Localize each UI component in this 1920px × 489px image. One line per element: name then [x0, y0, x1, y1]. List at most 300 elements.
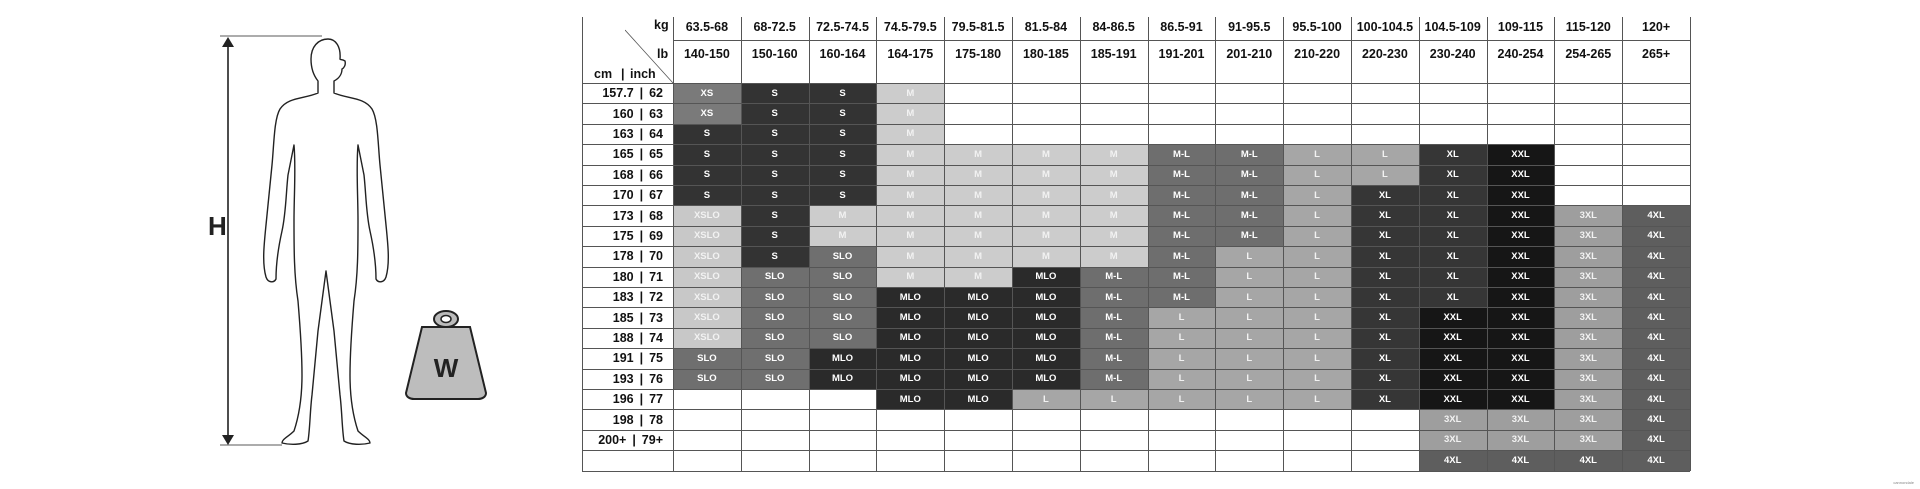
size-cell: MLO — [944, 287, 1012, 307]
grid-line — [673, 40, 1690, 41]
size-cell: M-L — [1215, 226, 1283, 246]
lb-column-header: 140-150 — [683, 47, 730, 61]
size-cell: XXL — [1419, 369, 1487, 389]
credit-text: cannondale — [1893, 480, 1914, 485]
size-cell: 4XL — [1622, 287, 1690, 307]
size-cell: L — [1148, 307, 1216, 327]
size-cell: M — [1012, 144, 1080, 164]
size-cell: M-L — [1148, 226, 1216, 246]
size-cell: XL — [1351, 267, 1419, 287]
size-cell: 3XL — [1554, 246, 1622, 266]
size-cell: S — [741, 226, 809, 246]
size-cell: S — [809, 83, 877, 103]
size-cell: MLO — [944, 369, 1012, 389]
lb-column-header: 210-220 — [1294, 47, 1341, 61]
grid-line — [582, 287, 1690, 288]
size-cell: M — [944, 165, 1012, 185]
size-cell: M — [1012, 185, 1080, 205]
size-cell: S — [741, 144, 809, 164]
size-cell: S — [809, 144, 877, 164]
size-cell: L — [1283, 328, 1351, 348]
size-cell: MLO — [876, 389, 944, 409]
size-cell: L — [1012, 389, 1080, 409]
size-cell: MLO — [1012, 369, 1080, 389]
grid-line — [1351, 17, 1352, 471]
size-cell: L — [1283, 307, 1351, 327]
size-cell: XL — [1351, 287, 1419, 307]
kg-column-header: 72.5-74.5 — [816, 20, 869, 34]
grid-line — [1283, 17, 1284, 471]
size-cell: XL — [1419, 165, 1487, 185]
lb-unit-label: lb — [657, 47, 669, 61]
size-cell: XL — [1419, 205, 1487, 225]
size-cell: L — [1148, 348, 1216, 368]
size-cell: SLO — [673, 369, 741, 389]
size-cell: L — [1215, 246, 1283, 266]
size-cell: S — [741, 246, 809, 266]
size-cell: SLO — [741, 267, 809, 287]
kg-column-header: 120+ — [1642, 20, 1671, 34]
size-cell: XS — [673, 83, 741, 103]
height-row-label: 191 | 75 — [612, 351, 663, 366]
size-cell: MLO — [944, 307, 1012, 327]
size-cell: L — [1283, 185, 1351, 205]
size-cell: L — [1283, 287, 1351, 307]
size-cell: 4XL — [1622, 450, 1690, 470]
size-cell: M — [944, 246, 1012, 266]
size-cell: XL — [1419, 287, 1487, 307]
grid-line — [582, 246, 1690, 247]
size-cell: M — [944, 267, 1012, 287]
size-cell: SLO — [673, 348, 741, 368]
size-cell: L — [1215, 307, 1283, 327]
inch-unit-label: inch — [630, 67, 656, 81]
size-cell: XXL — [1487, 144, 1555, 164]
size-cell: XXL — [1487, 307, 1555, 327]
lb-column-header: 220-230 — [1361, 47, 1408, 61]
height-row-label: 165 | 65 — [612, 147, 663, 162]
size-cell: L — [1283, 267, 1351, 287]
size-cell: L — [1148, 389, 1216, 409]
size-cell: SLO — [741, 328, 809, 348]
size-cell: XSLO — [673, 246, 741, 266]
size-cell: S — [809, 103, 877, 123]
size-cell: XXL — [1487, 267, 1555, 287]
cm-unit-label: cm — [594, 67, 613, 81]
size-cell: 3XL — [1554, 409, 1622, 429]
size-cell: 4XL — [1622, 205, 1690, 225]
size-cell: XSLO — [673, 267, 741, 287]
grid-line — [741, 17, 742, 471]
height-row-label: 168 | 66 — [612, 167, 663, 182]
header-diagonal-line — [625, 20, 725, 90]
size-cell: SLO — [809, 287, 877, 307]
size-cell: XL — [1351, 246, 1419, 266]
size-cell: L — [1148, 369, 1216, 389]
size-cell: XXL — [1487, 369, 1555, 389]
size-cell: M-L — [1215, 165, 1283, 185]
size-cell: SLO — [741, 348, 809, 368]
size-cell: L — [1283, 165, 1351, 185]
size-cell: SLO — [809, 246, 877, 266]
size-cell: MLO — [1012, 328, 1080, 348]
size-cell: 4XL — [1622, 369, 1690, 389]
size-cell: XL — [1351, 348, 1419, 368]
size-cell: XXL — [1419, 328, 1487, 348]
size-cell: M — [876, 246, 944, 266]
size-cell: 3XL — [1554, 205, 1622, 225]
size-cell: M — [876, 144, 944, 164]
size-cell: MLO — [876, 348, 944, 368]
size-cell: S — [809, 165, 877, 185]
height-row-label: 157.7 | 62 — [602, 86, 663, 101]
grid-line — [944, 17, 945, 471]
size-cell: 3XL — [1554, 348, 1622, 368]
size-cell: M — [1012, 165, 1080, 185]
size-cell: S — [741, 205, 809, 225]
height-row-label: 170 | 67 — [612, 188, 663, 203]
kg-column-header: 86.5-91 — [1160, 20, 1203, 34]
size-cell: L — [1351, 165, 1419, 185]
size-cell: XXL — [1487, 205, 1555, 225]
size-cell: SLO — [809, 307, 877, 327]
size-cell: M-L — [1080, 348, 1148, 368]
size-cell: L — [1283, 389, 1351, 409]
size-cell: XXL — [1487, 165, 1555, 185]
lb-column-header: 150-160 — [751, 47, 798, 61]
grid-line — [582, 83, 1690, 84]
size-cell: M — [944, 205, 1012, 225]
size-cell: L — [1283, 226, 1351, 246]
size-cell: S — [809, 185, 877, 205]
size-cell: 3XL — [1487, 409, 1555, 429]
size-cell: L — [1283, 246, 1351, 266]
size-cell: M — [876, 267, 944, 287]
size-cell: M — [1080, 165, 1148, 185]
size-cell: M — [1012, 246, 1080, 266]
grid-line — [809, 17, 810, 471]
lb-column-header: 230-240 — [1429, 47, 1476, 61]
size-cell: 3XL — [1554, 369, 1622, 389]
size-cell: 4XL — [1622, 226, 1690, 246]
size-cell: 3XL — [1554, 307, 1622, 327]
size-cell: M-L — [1080, 369, 1148, 389]
size-cell: XXL — [1487, 328, 1555, 348]
size-cell: M — [1012, 205, 1080, 225]
size-cell: XSLO — [673, 287, 741, 307]
size-cell: S — [673, 124, 741, 144]
size-cell: XXL — [1487, 246, 1555, 266]
size-cell: S — [741, 83, 809, 103]
size-cell: XXL — [1419, 348, 1487, 368]
size-cell: M — [1080, 226, 1148, 246]
kg-column-header: 74.5-79.5 — [883, 20, 937, 34]
size-cell: XL — [1351, 307, 1419, 327]
grid-line — [582, 430, 1690, 431]
lb-column-header: 185-191 — [1090, 47, 1137, 61]
size-cell: XXL — [1419, 389, 1487, 409]
size-cell: MLO — [876, 369, 944, 389]
size-cell: L — [1148, 328, 1216, 348]
height-row-label: 193 | 76 — [612, 371, 663, 386]
height-row-label: 173 | 68 — [612, 208, 663, 223]
size-cell: M-L — [1080, 307, 1148, 327]
size-cell: L — [1283, 369, 1351, 389]
separator-label: | — [621, 67, 625, 81]
height-row-label: 185 | 73 — [612, 310, 663, 325]
size-cell: SLO — [809, 328, 877, 348]
size-cell: XS — [673, 103, 741, 123]
size-cell: L — [1215, 389, 1283, 409]
kg-unit-label: kg — [654, 18, 669, 32]
size-cell: MLO — [1012, 348, 1080, 368]
size-cell: 4XL — [1622, 246, 1690, 266]
grid-line — [1148, 17, 1149, 471]
grid-line — [1622, 17, 1623, 471]
size-cell: XL — [1419, 144, 1487, 164]
size-cell: MLO — [944, 389, 1012, 409]
height-row-label: 160 | 63 — [612, 106, 663, 121]
size-cell: L — [1215, 348, 1283, 368]
size-cell: 3XL — [1554, 226, 1622, 246]
size-cell: M — [876, 124, 944, 144]
size-cell: 3XL — [1554, 287, 1622, 307]
size-cell: MLO — [876, 307, 944, 327]
size-cell: XSLO — [673, 307, 741, 327]
kg-column-header: 115-120 — [1565, 20, 1611, 34]
height-row-label: 196 | 77 — [612, 392, 663, 407]
size-cell: L — [1283, 205, 1351, 225]
size-cell: XL — [1351, 369, 1419, 389]
size-cell: XL — [1351, 185, 1419, 205]
size-cell: S — [673, 144, 741, 164]
grid-line — [1012, 17, 1013, 471]
grid-line — [582, 144, 1690, 145]
size-cell: XL — [1351, 328, 1419, 348]
kg-column-header: 79.5-81.5 — [951, 20, 1005, 34]
size-cell: XL — [1351, 389, 1419, 409]
height-row-label: 198 | 78 — [612, 412, 663, 427]
size-cell: MLO — [809, 348, 877, 368]
size-cell: XL — [1419, 267, 1487, 287]
grid-line — [1215, 17, 1216, 471]
size-cell: MLO — [809, 369, 877, 389]
size-cell: M — [1080, 246, 1148, 266]
size-cell: L — [1215, 328, 1283, 348]
size-cell: 4XL — [1554, 450, 1622, 470]
size-cell: XL — [1419, 226, 1487, 246]
size-cell: M — [876, 165, 944, 185]
grid-line — [582, 226, 1690, 227]
size-cell: 3XL — [1419, 409, 1487, 429]
grid-line — [582, 103, 1690, 104]
kg-column-header: 63.5-68 — [685, 20, 729, 34]
lb-column-header: 175-180 — [955, 47, 1002, 61]
grid-line — [1080, 17, 1081, 471]
size-cell: MLO — [944, 328, 1012, 348]
size-cell: M — [876, 185, 944, 205]
size-cell: S — [673, 185, 741, 205]
kg-column-header: 100-104.5 — [1356, 20, 1414, 34]
size-cell: 4XL — [1419, 450, 1487, 470]
size-cell: M-L — [1148, 144, 1216, 164]
size-cell: L — [1283, 348, 1351, 368]
size-cell: L — [1215, 369, 1283, 389]
size-cell: SLO — [809, 267, 877, 287]
size-cell: 3XL — [1487, 430, 1555, 450]
size-cell: 4XL — [1622, 307, 1690, 327]
size-cell: 4XL — [1622, 430, 1690, 450]
lb-column-header: 191-201 — [1158, 47, 1205, 61]
grid-line — [582, 369, 1690, 370]
size-cell: M — [1080, 144, 1148, 164]
size-cell: S — [809, 124, 877, 144]
size-cell: XXL — [1487, 185, 1555, 205]
size-cell: 4XL — [1487, 450, 1555, 470]
size-cell: M-L — [1215, 185, 1283, 205]
size-cell: 3XL — [1554, 328, 1622, 348]
grid-line — [582, 450, 1690, 451]
size-cell: 4XL — [1622, 328, 1690, 348]
size-cell: M-L — [1148, 165, 1216, 185]
kg-column-header: 95.5-100 — [1292, 20, 1342, 34]
size-cell: MLO — [1012, 307, 1080, 327]
grid-line — [1487, 17, 1488, 471]
kg-column-header: 91-95.5 — [1228, 20, 1271, 34]
size-cell: M — [944, 226, 1012, 246]
size-cell: L — [1283, 144, 1351, 164]
size-cell: S — [673, 165, 741, 185]
size-cell: S — [741, 103, 809, 123]
height-row-label: 180 | 71 — [612, 269, 663, 284]
size-cell: SLO — [741, 287, 809, 307]
size-cell: 4XL — [1622, 348, 1690, 368]
size-cell: L — [1215, 267, 1283, 287]
size-cell: M-L — [1215, 205, 1283, 225]
lb-column-header: 265+ — [1642, 47, 1671, 61]
size-cell: M — [944, 144, 1012, 164]
kg-column-header: 81.5-84 — [1024, 20, 1068, 34]
lb-column-header: 160-164 — [819, 47, 866, 61]
size-cell: L — [1080, 389, 1148, 409]
size-cell: L — [1215, 287, 1283, 307]
size-cell: MLO — [944, 348, 1012, 368]
grid-line — [582, 185, 1690, 186]
kg-column-header: 68-72.5 — [753, 20, 796, 34]
grid-line — [582, 389, 1690, 390]
grid-line — [582, 471, 1690, 472]
height-row-label: 163 | 64 — [612, 126, 663, 141]
grid-line — [582, 205, 1690, 206]
size-cell: XL — [1419, 246, 1487, 266]
size-cell: 3XL — [1554, 430, 1622, 450]
size-cell: 4XL — [1622, 409, 1690, 429]
height-label: H — [208, 211, 227, 241]
height-row-label: 183 | 72 — [612, 290, 663, 305]
size-cell: 3XL — [1419, 430, 1487, 450]
size-cell: XXL — [1487, 287, 1555, 307]
size-cell: 4XL — [1622, 389, 1690, 409]
size-cell: XXL — [1487, 226, 1555, 246]
size-cell: XL — [1419, 185, 1487, 205]
size-cell: S — [741, 185, 809, 205]
size-cell: XL — [1351, 226, 1419, 246]
size-cell: XXL — [1487, 348, 1555, 368]
grid-line — [582, 124, 1690, 125]
kg-column-header: 109-115 — [1497, 20, 1544, 34]
grid-line — [1554, 17, 1555, 471]
size-cell: 4XL — [1622, 267, 1690, 287]
grid-line — [1419, 17, 1420, 471]
grid-line — [582, 307, 1690, 308]
size-cell: M — [876, 83, 944, 103]
height-row-label: 175 | 69 — [612, 228, 663, 243]
size-cell: M — [809, 205, 877, 225]
size-cell: S — [741, 124, 809, 144]
grid-line — [582, 409, 1690, 410]
lb-column-header: 180-185 — [1022, 47, 1069, 61]
height-row-label: 178 | 70 — [612, 249, 663, 264]
svg-text:W: W — [433, 353, 459, 383]
size-cell: M — [876, 205, 944, 225]
size-cell: XXL — [1487, 389, 1555, 409]
size-cell: M — [809, 226, 877, 246]
size-cell: 3XL — [1554, 389, 1622, 409]
size-cell: MLO — [876, 287, 944, 307]
size-cell: M-L — [1148, 246, 1216, 266]
size-cell: M — [1080, 185, 1148, 205]
height-row-label: 188 | 74 — [612, 330, 663, 345]
height-row-label: 200+ | 79+ — [598, 432, 663, 447]
size-cell: M-L — [1148, 185, 1216, 205]
lb-column-header: 254-265 — [1565, 47, 1612, 61]
size-cell: M-L — [1148, 267, 1216, 287]
size-cell: MLO — [1012, 267, 1080, 287]
size-cell: M-L — [1148, 205, 1216, 225]
grid-line — [582, 348, 1690, 349]
size-cell: M-L — [1080, 287, 1148, 307]
kg-column-header: 104.5-109 — [1424, 20, 1481, 34]
size-cell: XSLO — [673, 205, 741, 225]
size-cell: M — [876, 103, 944, 123]
size-cell: M-L — [1080, 328, 1148, 348]
size-cell: M-L — [1080, 267, 1148, 287]
lb-column-header: 201-210 — [1226, 47, 1273, 61]
size-cell: M — [1080, 205, 1148, 225]
size-cell: S — [741, 165, 809, 185]
size-cell: M — [944, 185, 1012, 205]
grid-line — [876, 17, 877, 471]
size-cell: L — [1351, 144, 1419, 164]
grid-line — [582, 267, 1690, 268]
grid-line — [582, 17, 583, 471]
size-cell: M-L — [1148, 287, 1216, 307]
grid-line — [1690, 17, 1691, 471]
size-cell: MLO — [876, 328, 944, 348]
size-cell: SLO — [741, 369, 809, 389]
size-cell: M — [876, 226, 944, 246]
kg-column-header: 84-86.5 — [1092, 20, 1135, 34]
grid-line — [582, 165, 1690, 166]
size-cell: M — [1012, 226, 1080, 246]
size-cell: 3XL — [1554, 267, 1622, 287]
size-cell: XL — [1351, 205, 1419, 225]
grid-line — [582, 328, 1690, 329]
lb-column-header: 240-254 — [1497, 47, 1544, 61]
size-cell: M-L — [1215, 144, 1283, 164]
size-cell: XSLO — [673, 226, 741, 246]
size-cell: XSLO — [673, 328, 741, 348]
